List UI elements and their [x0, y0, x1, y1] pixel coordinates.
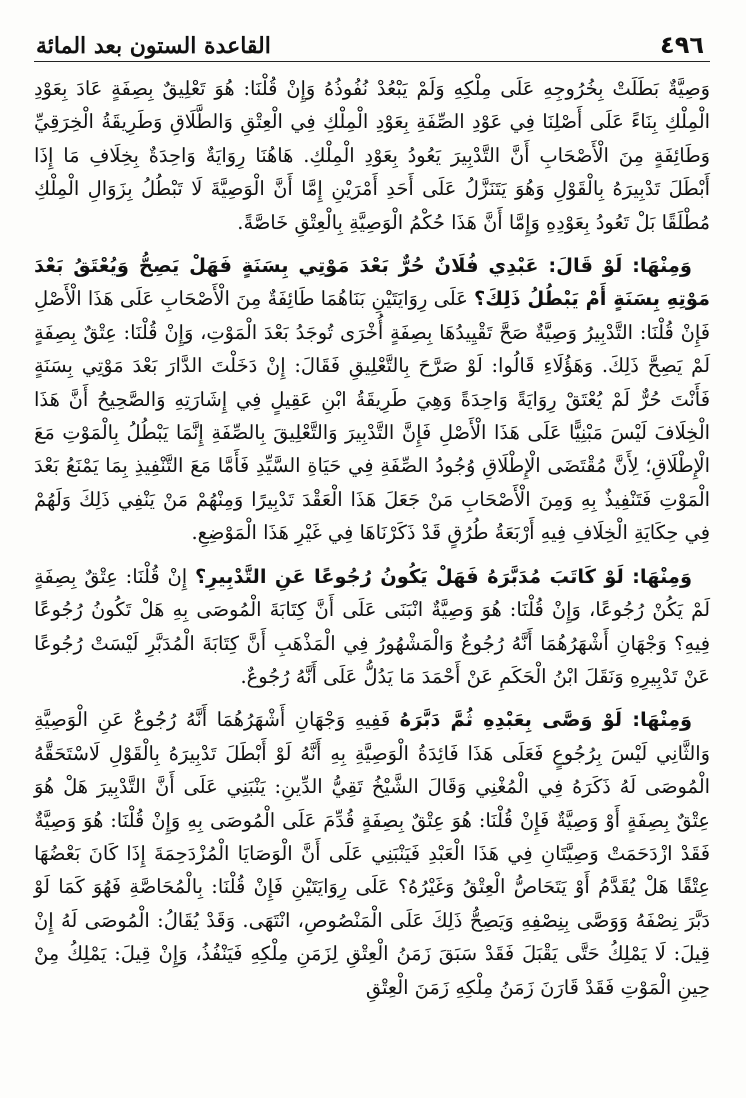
paragraph-text: إِنْ قُلْنَا: عِتْقٌ بِصِفَةٍ لَمْ يَكُنْ رُجُوعًا، وَإِنْ قُلْنَا: هُوَ وَصِيَّةٌ انْبَنَى عَلَى أَنَّ كِتَابَةَ الْمُوصَى بِهِ هَلْ تَكُونُ رُجُوعًا فِيهِ؟ وَجْهَانِ أَشْهَرُهُمَا أَنَّهُ رُجُوعٌ وَالْمَشْهُورُ فِي الْمَذْهَبِ أَنَّ كِتَابَةَ الْمُدَبَّرِ لَيْسَتْ رُجُوعًا عَنْ تَدْبِيرِهِ وَنَقَلَ ابْنُ الْحَكَمِ عَنْ أَحْمَدَ مَا يَدُلُّ عَلَى أَنَّهُ رُجُوعٌ. [34, 564, 710, 688]
paragraph-text: عَلَى رِوَايَتَيْنِ بَنَاهُمَا طَائِفَةٌ مِنَ الْأَصْحَابِ عَلَى هَذَا الْأَصْلِ فَإِنْ قُلْنَا: التَّدْبِيرُ وَصِيَّةٌ صَحَّ تَقْيِيدُهَا بِصِفَةٍ أُخْرَى تُوجَدُ بَعْدَ الْمَوْتِ، وَإِنْ قُلْنَا: عِتْقٌ بِصِفَةٍ لَمْ يَصِحَّ ذَلِكَ. وَهَؤُلَاءِ قَالُوا: لَوْ صَرَّحَ بِالتَّعْلِيقِ فَقَالَ: إِنْ دَخَلْتَ الدَّارَ بَعْدَ مَوْتِي بِسَنَةٍ فَأَنْتَ حُرٌّ لَمْ يُعْتَقْ رِوَايَةً وَاحِدَةً وَهِيَ طَرِيقَةُ ابْنِ عَقِيلٍ فِي إِشَارَتِهِ وَالصَّحِيحُ أَنَّ هَذَا الْخِلَافَ لَيْسَ مَبْنِيًّا عَلَى هَذَا الْأَصْلِ فَإِنَّ التَّدْبِيرَ وَالتَّعْلِيقَ بِالصِّفَةِ إِنَّمَا يَبْطُلُ بِالْمَوْتِ مَعَ الْإِطْلَاقِ؛ لِأَنَّ مُقْتَضَى الْإِطْلَاقِ وُجُودُ الصِّفَةِ فِي حَيَاةِ السَّيِّدِ فَأَمَّا مَعَ التَّنْفِيذِ بِمَا يَمْنَعُ بَعْدَ الْمَوْتِ فَتَنْفِيذٌ بِهِ وَمِنَ الْأَصْحَابِ مَنْ جَعَلَ هَذَا الْعَقْدَ تَدْبِيرًا وَمِنْهُمْ مَنْ يَنْفِي ذَلِكَ وَلَهُمْ فِي حِكَايَةِ الْخِلَافِ فِيهِ أَرْبَعَةُ طُرُقٍ قَدْ ذَكَرْنَاهَا فِي غَيْرِ هَذَا الْمَوْضِعِ. [34, 287, 710, 545]
paragraph [34, 560, 710, 694]
page-body [34, 72, 710, 1004]
paragraph [34, 249, 710, 550]
paragraph [34, 703, 710, 1004]
issue-lead: وَمِنْهَا: لَوْ قَالَ: عَبْدِي فُلَانٌ حُرٌّ بَعْدَ مَوْتِي بِسَنَةٍ فَهَلْ يَصِحُّ وَيُعْتَقُ بَعْدَ مَوْتِهِ بِسَنَةٍ أَمْ يَبْطُلُ ذَلِكَ؟ [34, 254, 710, 311]
page-number: ٤٩٦ [660, 31, 704, 59]
paragraph-text: وَصِيَّةٌ بَطَلَتْ بِخُرُوجِهِ عَلَى مِلْكِهِ وَلَمْ يَبْعُدْ نُفُوذُهُ وَإِنْ قُلْنَا: هُوَ تَعْلِيقٌ بِصِفَةٍ عَادَ بِعَوْدِ الْمِلْكِ بِنَاءً عَلَى أَصْلِنَا فِي عَوْدِ الصِّفَةِ بِعَوْدِ الْمِلْكِ فِي الْعِتْقِ وَالطَّلَاقِ وَطَرِيقَةُ الْخِرَقِيِّ وَطَائِفَةٍ مِنَ الْأَصْحَابِ أَنَّ التَّدْبِيرَ يَعُودُ بِعَوْدِ الْمِلْكِ. هَاهُنَا رِوَايَةٌ وَاحِدَةٌ بِخِلَافِ مَا إِذَا أَبْطَلَ تَدْبِيرَهُ بِالْقَوْلِ وَهُوَ يَتَنَزَّلُ عَلَى أَحَدِ أَمْرَيْنِ إِمَّا أَنَّ الْوَصِيَّةَ لَا تَبْطُلُ بِزَوَالِ الْمِلْكِ مُطْلَقًا بَلْ تَعُودُ بِعَوْدِهِ وَإِمَّا أَنَّ هَذَا حُكْمُ الْوَصِيَّةِ بِالْعِتْقِ خَاصَّةً. [34, 77, 710, 234]
chapter-title: القاعدة الستون بعد المائة [36, 33, 271, 59]
issue-lead: وَمِنْهَا: لَوْ وَصَّى بِعَبْدِهِ ثُمَّ دَبَّرَهُ [399, 708, 692, 732]
page-header [34, 26, 710, 62]
paragraph-text: فَفِيهِ وَجْهَانِ أَشْهَرُهُمَا أَنَّهُ رُجُوعٌ عَنِ الْوَصِيَّةِ وَالثَّانِي لَيْسَ بِرُجُوعٍ فَعَلَى هَذَا فَائِدَةُ الْوَصِيَّةِ بِهِ أَنَّهُ لَوْ أَبْطَلَ تَدْبِيرَهُ بِالْقَوْلِ لَاسْتَحَقَّهُ الْمُوصَى لَهُ ذَكَرَهُ فِي الْمُغْنِي وَقَالَ الشَّيْخُ تَقِيُّ الدِّينِ: يَنْبَنِي عَلَى أَنَّ التَّدْبِيرَ هَلْ هُوَ عِتْقٌ بِصِفَةٍ أَوْ وَصِيَّةٌ فَإِنْ قُلْنَا: هُوَ عِتْقٌ بِصِفَةٍ قُدِّمَ عَلَى الْمُوصَى بِهِ وَإِنْ قُلْنَا: هُوَ وَصِيَّةٌ فَقَدْ ازْدَحَمَتْ وَصِيَّتَانِ فِي هَذَا الْعَبْدِ فَيَنْبَنِي عَلَى أَنَّ الْوَصَايَا الْمُزْدَحِمَةَ إِذَا كَانَ بَعْضُهَا عِتْقًا هَلْ يُقَدَّمُ أَوْ يَتَحَاصُّ الْعِتْقُ وَغَيْرُهُ؟ عَلَى رِوَايَتَيْنِ فَإِنْ قُلْنَا: بِالْمُحَاصَّةِ فَهُوَ كَمَا لَوْ دَبَّرَ نِصْفَهُ وَوَصَّى بِنِصْفِهِ وَيَصِحُّ ذَلِكَ عَلَى الْمَنْصُوصِ، انْتَهَى. وَقَدْ يُقَالُ: الْمُوصَى لَهُ إِنْ قِيلَ: لَا يَمْلِكُ حَتَّى يَقْبَلَ فَقَدْ سَبَقَ زَمَنُ الْعِتْقِ لِزَمَنِ مِلْكِهِ فَيَنْفُذُ، وَإِنْ قِيلَ: يَمْلِكُ مِنْ حِينِ الْمَوْتِ فَقَدْ قَارَنَ زَمَنُ مِلْكِهِ زَمَنَ الْعِتْقِ [34, 708, 710, 999]
issue-lead: وَمِنْهَا: لَوْ كَاتَبَ مُدَبَّرَهُ فَهَلْ يَكُونُ رُجُوعًا عَنِ التَّدْبِيرِ؟ [194, 564, 692, 588]
paragraph [34, 72, 710, 239]
